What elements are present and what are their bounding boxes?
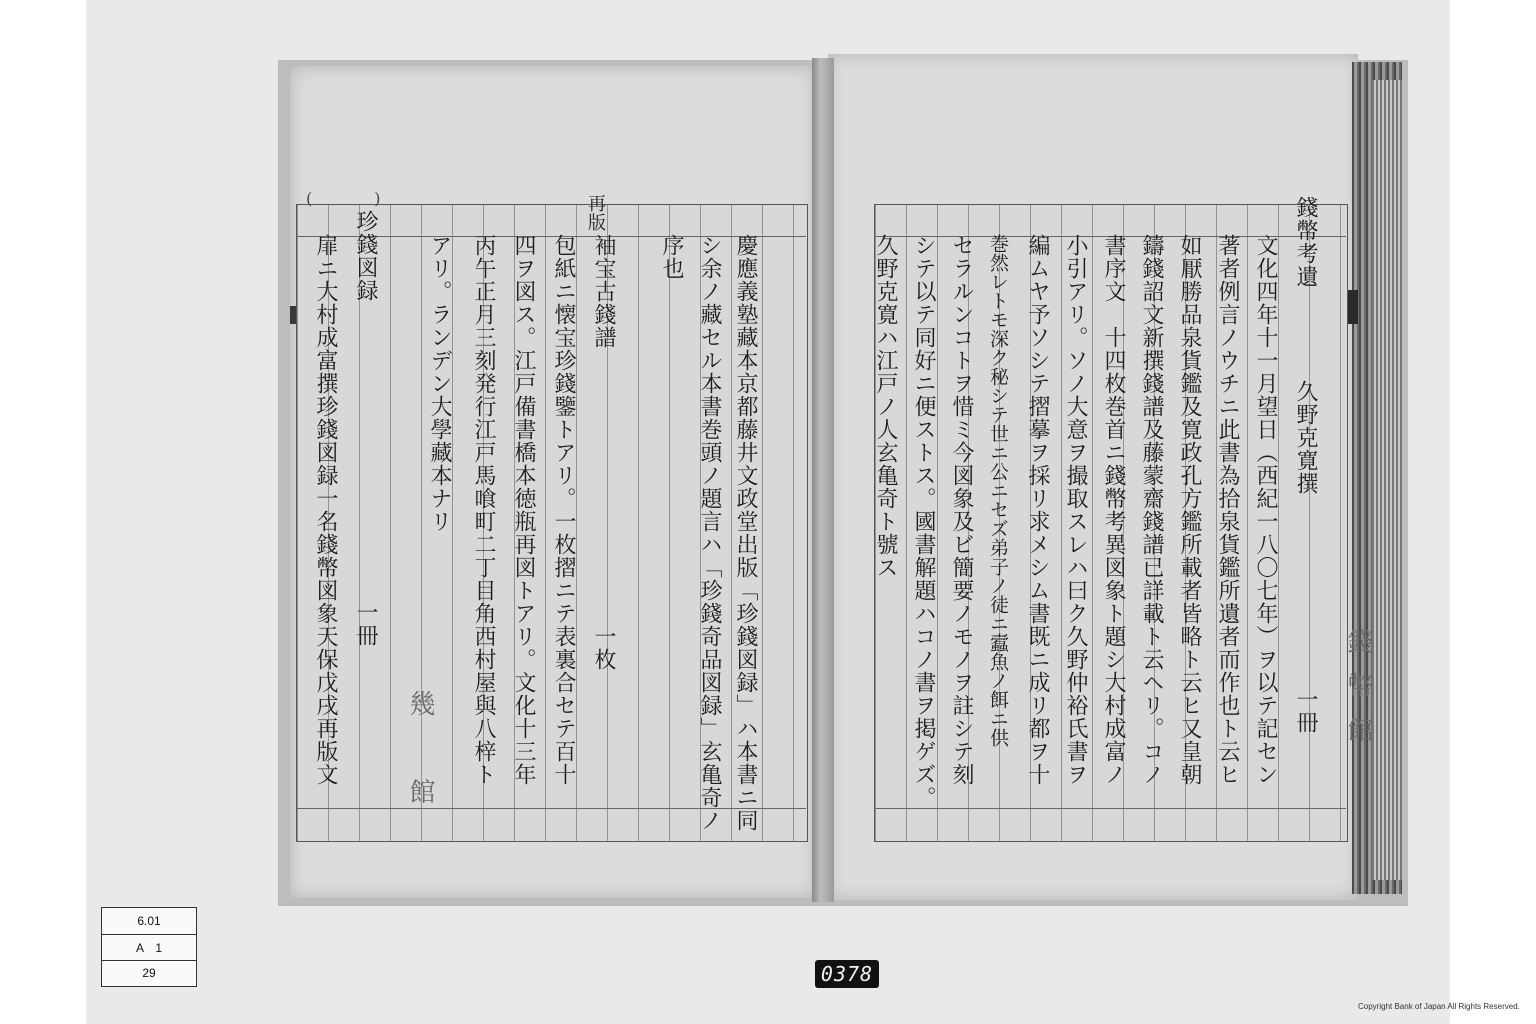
right-stamp-ghost: 錢幣館 (1343, 628, 1373, 760)
left-text-column: 四ヲ図ス。江戸備書橋本徳瓶再図トアリ。文化十三年 (511, 234, 536, 786)
right-text-column: 書序文 十四枚巻首ニ錢幣考異図象ト題シ大村成富ノ (1101, 234, 1126, 786)
catalog-card (101, 907, 197, 987)
copyright-notice: Copyright Bank of Japan All Rights Reserved. (1358, 1002, 1520, 1011)
right-text-column: 著者例言ノウチニ此書為拾泉貨鑑所遺者而作也ト云ヒ (1215, 234, 1240, 786)
page-number-paren: ( ) (306, 189, 391, 208)
left-text-column: 丙午正月三刻発行江戸馬喰町二丁目角西村屋與八梓ト (471, 234, 496, 786)
right-text-column: セラルンコトヲ惜ミ今図象及ビ簡要ノモノヲ註シテ刻 (949, 234, 974, 786)
catalog-card-line: 29 (142, 966, 156, 980)
right-text-column: 文化四年十一月望日（西紀一八〇七年）ヲ以テ記セン (1253, 234, 1278, 786)
left-text-column: シ余ノ藏セル本書巻頭ノ題言ハ「珍錢奇品図録」玄亀奇ノ (697, 234, 722, 832)
grid-footer-rule (874, 808, 1346, 809)
catalog-card-line: A 1 (102, 934, 196, 961)
right-text-column: 鑄錢詔文新撰錢譜及藤蒙齋錢譜已詳載ト云ヘリ。コノ (1139, 234, 1164, 786)
left-text-column: 序也 (659, 234, 684, 280)
volume-label: 一冊 (1293, 688, 1318, 734)
catalog-card-line: 6.01 (102, 908, 196, 935)
right-text-column: 編ムヤ予ソシテ摺摹ヲ採リ求メシム書既ニ成リ都ヲ十 (1025, 234, 1050, 786)
right-text-column: 小引アリ。ソノ大意ヲ撮取スレハ曰ク久野仲裕氏書ヲ (1063, 234, 1088, 786)
right-text-column: 如厭勝品泉貨鑑及寛政孔方鑑所載者皆略ト云ヒ又皇朝 (1177, 234, 1202, 786)
book-gutter (812, 58, 834, 902)
left-text-column: 扉ニ大村成富撰珍錢図録一名錢幣図象天保戊戌再版文 (313, 234, 338, 786)
left-text-column: 袖宝古錢譜 一枚 (591, 234, 616, 671)
right-text-column: 久野克寛ハ江戸ノ人玄亀奇ト號ス (873, 234, 898, 579)
left-text-column: アリ。ランデン大學藏本ナリ (427, 234, 452, 533)
left-text-column: 慶應義塾藏本京都藤井文政堂出版「珍錢図録」ハ本書ニ同 (733, 234, 758, 832)
frame-number: 0378 (815, 960, 879, 988)
page-fore-edge-inner (1372, 80, 1402, 880)
left-text-column: 包紙ニ懐宝珍錢鑒トアリ。一枚摺ニテ表裏合セテ百十 (551, 234, 576, 786)
left-text-column: 珍錢図録 一冊 (353, 210, 378, 647)
left-stamp-ghost: 幾 館 (405, 690, 435, 822)
left-small-note: 再版 (585, 194, 606, 232)
right-text-column: 錢幣考遺 久野克寛撰 (1293, 196, 1318, 495)
right-text-column: 巻然レトモ深ク秘シテ世ニ公ニセズ弟子ノ徒ニ蠧魚ノ餌ニ供 (987, 234, 1009, 747)
right-text-column: シテ以テ同好ニ便ストス。國書解題ハコノ書ヲ掲ゲズ。 (911, 234, 936, 809)
